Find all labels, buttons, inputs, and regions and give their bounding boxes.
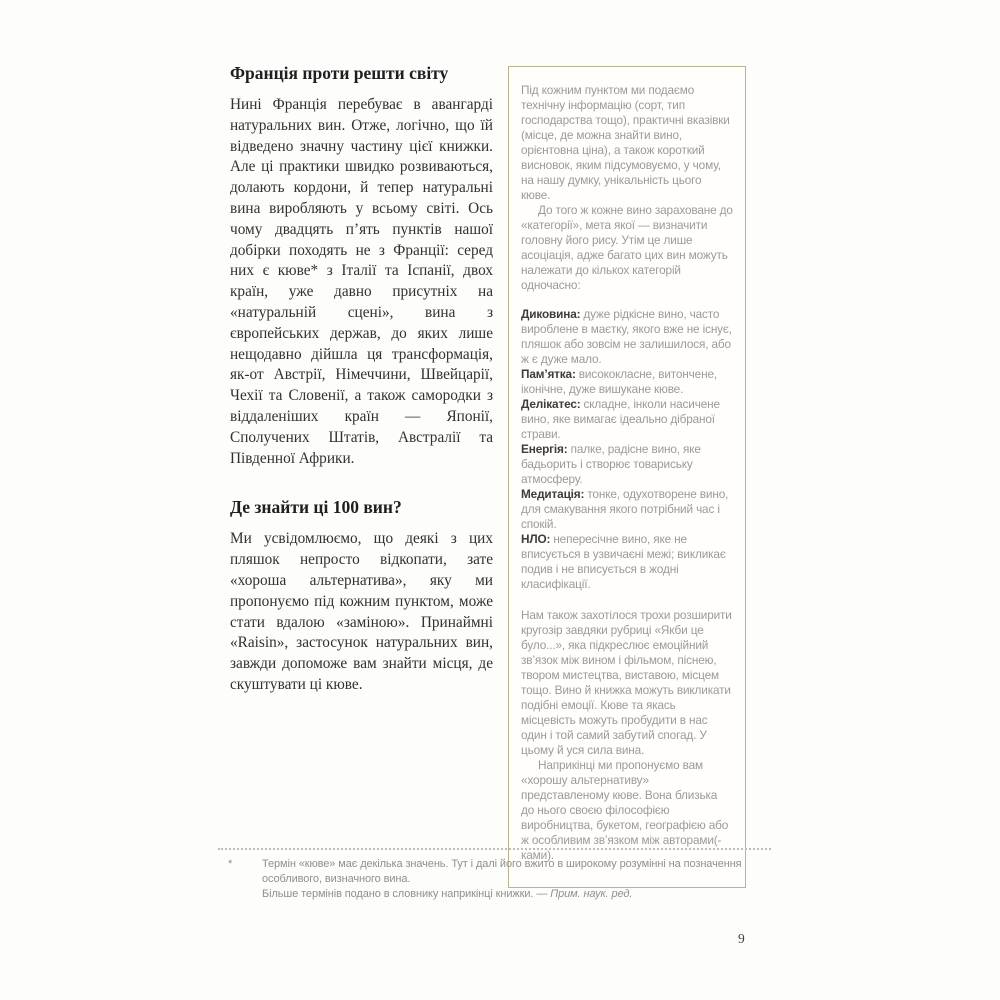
section-heading-france: Франція проти решти світу <box>230 63 449 83</box>
footnote <box>228 857 770 902</box>
category-term: Медитація: <box>521 487 585 501</box>
category-nlo <box>521 532 733 592</box>
category-desc: непересічне вино, яке не вписується в узвичаєні межі; викликає подив і не вписується в жодні класифікації. <box>521 532 726 591</box>
section-heading-where: Де знайти ці 100 вин? <box>230 497 402 518</box>
info-box-intro-2: До того ж кожне вино зараховане до «категорії», мета якої — визначити головну його рису. Утім це лише асоціація, адже багато цих вин можуть належати до кількох категорій одночасно: <box>521 203 733 292</box>
footnote-divider <box>218 848 771 850</box>
category-desc: тонке, одухотворене вино, для смакування якого потрібний час і спокій. <box>521 487 729 531</box>
section-body-france: Нині Франція перебуває в авангарді натуральних вин. Отже, логічно, що їй відведено значну частину цієї книжки. Але ці практики швидко розвиваються, долають кордони, й тепер натуральні вина виробляють у всьому світі. Ось чому двадцять п’ять пунктів нашої добірки походять не з Франції: серед них є кюве* з Італії та Іспанії, двох країн, уже давно присутніх на «натуральній сцені», вина з європейських держав, до яких лише нещодавно дійшла ця трансформація, як-от Австрії, Німеччини, Швейцарії, Чехії та Словенії, а також самородки з віддаленіших країн — Японії, Сполучених Штатів, Австралії та Південної Африки. <box>230 96 493 467</box>
category-desc: палке, радісне вино, яке бадьорить і створює товариську атмосферу. <box>521 442 701 486</box>
category-desc: дуже рідкісне вино, часто вироблене в маєтку, якого вже не існує, пляшок або зовсім не залишилося, або ж є дуже мало. <box>521 307 732 366</box>
category-definitions <box>521 307 733 592</box>
footnote-line-2-text: Більше термінів подано в словнику наприкінці книжки. <box>262 888 534 900</box>
main-column <box>230 62 493 696</box>
footnote-line-2 <box>262 887 770 902</box>
category-term: НЛО: <box>521 532 551 546</box>
category-desc: висококласне, витончене, іконічне, дуже вишукане кюве. <box>521 367 717 396</box>
category-delikates <box>521 397 733 442</box>
section-body-where: Ми усвідомлюємо, що деякі з цих пляшок непросто відкопати, зате «хороша альтернатива», яку ми пропонуємо під кожним пунктом, може стати вдалою «заміною». Принаймні «Raisin», застосунок натуральних вин, завжди допоможе вам знайти місця, де скуштувати ці кюве. <box>230 530 493 693</box>
info-box <box>508 66 746 888</box>
page-number: 9 <box>738 931 745 946</box>
section-france-vs-world <box>230 62 493 469</box>
footnote-marker: * <box>228 858 233 870</box>
footnote-editor-note: — Прим. наук. ред. <box>536 888 633 900</box>
category-term: Диковина: <box>521 307 581 321</box>
category-desc: складне, інколи насичене вино, яке вимагає ідеально дібраної страви. <box>521 397 720 441</box>
info-box-outro-1: Нам також захотілося трохи розширити кругозір завдяки рубриці «Якби це було...», яка підкреслює емоційний зв’язок між вином і фільмом, піснею, твором мистецтва, виставою, місцем тощо. Вино й книжка можуть викликати подібні емоції. Кюве та якась місцевість можуть пробудити в нас один і той самий забутий спогад. У цьому й уся сила вина. <box>521 608 732 757</box>
category-term: Пам’ятка: <box>521 367 576 381</box>
info-box-outro-2: Наприкінці ми пропонуємо вам «хорошу альтернативу» представленому кюве. Вона близька до нього своєю філософією виробництва, букетом, географією або ж особливим зв’язком між авторами(-ками). <box>521 758 729 862</box>
category-dykovyna <box>521 307 733 367</box>
footnote-text <box>262 857 770 902</box>
section-where-to-find <box>230 496 493 695</box>
footnote-line-1: Термін «кюве» має декілька значень. Тут і далі його вжито в широкому розумінні на позначення особливого, визначного вина. <box>262 858 742 885</box>
category-term: Енергія: <box>521 442 568 456</box>
info-box-intro-1: Під кожним пунктом ми подаємо технічну інформацію (сорт, тип господарства тощо), практичні вказівки (місце, де можна знайти вино, орієнтовна ціна), а також короткий висновок, яким підсумовуємо, у чому, на нашу думку, унікальність цього кюве. <box>521 83 730 202</box>
category-term: Делікатес: <box>521 397 581 411</box>
category-pamiatka <box>521 367 733 397</box>
category-medytatsiia <box>521 487 733 532</box>
category-enerhiia <box>521 442 733 487</box>
